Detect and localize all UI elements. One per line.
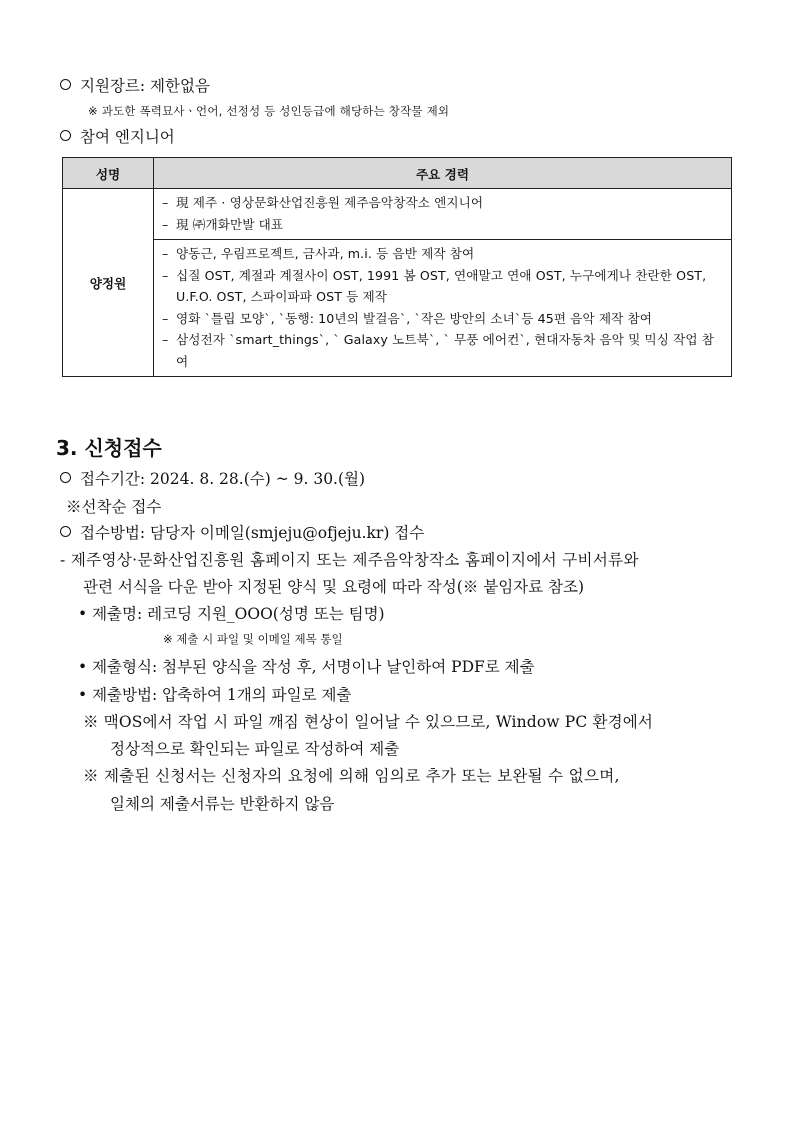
career-group-1 bbox=[154, 189, 732, 240]
circle-bullet-icon bbox=[60, 526, 71, 537]
circle-bullet-icon bbox=[60, 130, 71, 141]
engineer-table bbox=[62, 157, 732, 377]
engineer-name: 양정원 bbox=[63, 189, 154, 377]
detail-line-1: - 제주영상·문화산업진흥원 홈페이지 또는 제주음악창작소 홈페이지에서 구비서류와 bbox=[60, 551, 639, 569]
note-2-line-a: ※ 제출된 신청서는 신청자의 요청에 의해 임의로 추가 또는 보완될 수 없으며, bbox=[83, 767, 620, 785]
header-name: 성명 bbox=[63, 158, 154, 189]
first-come-note: ※선착순 접수 bbox=[66, 498, 162, 516]
career-item: – 現 ㈜개화만발 대표 bbox=[162, 216, 284, 232]
submit-method: • 제출방법: 압축하여 1개의 파일로 제출 bbox=[78, 686, 352, 704]
note-2-line-b: 일체의 제출서류는 반환하지 않음 bbox=[110, 795, 335, 813]
career-item: – 양동근, 우림프로젝트, 금사과, m.i. 등 음반 제작 참여 bbox=[162, 246, 475, 261]
header-career: 주요 경력 bbox=[154, 158, 732, 189]
note-1-line-a: ※ 맥OS에서 작업 시 파일 깨짐 현상이 일어날 수 있으므로, Window PC 환경에서 bbox=[83, 713, 653, 731]
circle-bullet-icon bbox=[60, 472, 71, 483]
detail-line-2: 관련 서식을 다운 받아 지정된 양식 및 요령에 따라 작성(※ 붙임자료 참조) bbox=[83, 578, 585, 596]
career-item: – 現 제주 · 영상문화산업진흥원 제주음악창작소 엔지니어 bbox=[162, 195, 484, 210]
period-line: 접수기간: 2024. 8. 28.(수) ~ 9. 30.(월) bbox=[60, 467, 365, 489]
career-item: – 삼성전자 `smart_things`, ` Galaxy 노트북`, ` 무풍 에어컨`, 현대자동차 음악 및 믹싱 작업 참여 bbox=[162, 332, 714, 369]
engineer-heading: 참여 엔지니어 bbox=[60, 125, 175, 147]
submit-format: • 제출형식: 첨부된 양식을 작성 후, 서명이나 날인하여 PDF로 제출 bbox=[78, 658, 535, 676]
section-title: 3. 신청접수 bbox=[56, 436, 162, 460]
note-1-line-b: 정상적으로 확인되는 파일로 작성하여 제출 bbox=[110, 740, 400, 758]
genre-line: 지원장르: 제한없음 bbox=[60, 74, 210, 96]
method-line: 접수방법: 담당자 이메일(smjeju@ofjeju.kr) 접수 bbox=[60, 521, 424, 543]
submit-name: • 제출명: 레코딩 지원_OOO(성명 또는 팀명) bbox=[78, 605, 385, 623]
submit-name-note: ※ 제출 시 파일 및 이메일 제목 통일 bbox=[163, 632, 343, 646]
genre-note: ※ 과도한 폭력묘사ㆍ언어, 선정성 등 성인등급에 해당하는 창작물 제외 bbox=[88, 104, 450, 118]
career-item: – 영화 `틀립 모양`, `동행: 10년의 발걸음`, `작은 방안의 소녀`등 45편 음악 제작 참여 bbox=[162, 310, 653, 326]
circle-bullet-icon bbox=[60, 79, 71, 90]
career-group-2 bbox=[154, 240, 732, 377]
career-item: – 십질 OST, 계절과 계절사이 OST, 1991 봄 OST, 연애말고 연애 OST, 누구에게나 찬란한 OST, U.F.O. OST, 스파이파파 OST 등 제작 bbox=[162, 267, 707, 304]
